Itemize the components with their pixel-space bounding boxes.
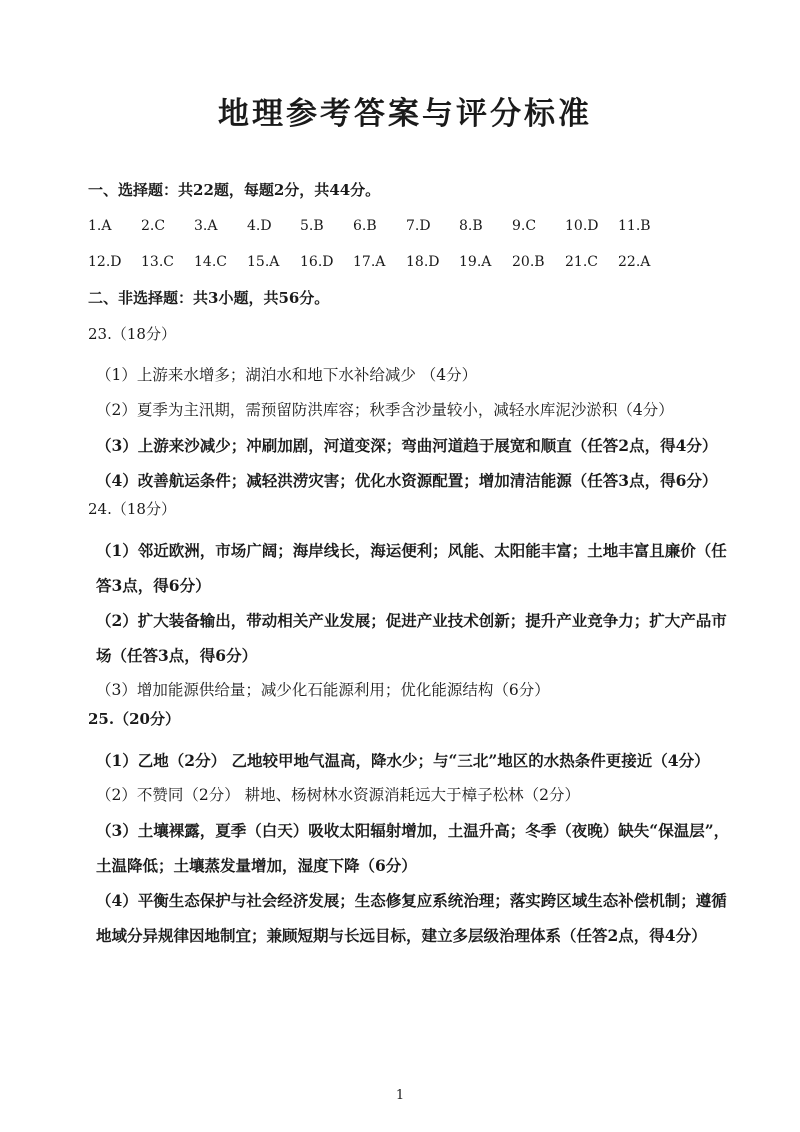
mc-answer: 1.A [88, 218, 112, 234]
mc-answer: 7.D [406, 218, 431, 234]
mc-answers-row-2 [88, 251, 740, 273]
question-24-heading: 24.（18分） [88, 500, 176, 518]
mc-answer: 4.D [247, 218, 272, 234]
mc-answer: 5.B [300, 218, 324, 234]
question-23-heading: 23.（18分） [88, 325, 176, 343]
mc-answer: 18.D [406, 254, 440, 270]
q25-answer-4: （4）平衡生态保护与社会经济发展；生态修复应系统治理；落实跨区域生态补偿机制；遵循地域分异规律因地制宜；兼顾短期与长远目标，建立多层级治理体系（任答2点，得4分） [96, 891, 727, 945]
mc-answer: 13.C [141, 254, 174, 270]
q23-answer-1: （1）上游来水增多；湖泊水和地下水补给减少 （4分） [96, 366, 478, 384]
mc-answer: 17.A [353, 254, 386, 270]
mc-answer: 6.B [353, 218, 377, 234]
section-multiple-choice-heading: 一、选择题：共22题，每题2分，共44分。 [88, 181, 381, 199]
mc-answer: 12.D [88, 254, 122, 270]
mc-answer: 9.C [512, 218, 537, 234]
q23-answer-4: （4）改善航运条件；减轻洪涝灾害；优化水资源配置；增加清洁能源（任答3点，得6分） [96, 471, 718, 490]
mc-answer: 16.D [300, 254, 334, 270]
mc-answer: 22.A [618, 254, 651, 270]
question-25-heading: 25.（20分） [88, 710, 180, 728]
q23-answer-3: （3）上游来沙减少；冲刷加剧，河道变深；弯曲河道趋于展宽和顺直（任答2点，得4分） [96, 436, 718, 455]
mc-answers-row-1 [88, 215, 740, 237]
mc-answer: 15.A [247, 254, 280, 270]
q25-answer-3: （3）土壤裸露，夏季（白天）吸收太阳辐射增加，土温升高；冬季（夜晚）缺失“保温层”，土温降低；土壤蒸发量增加，湿度下降（6分） [96, 821, 730, 875]
mc-answer: 20.B [512, 254, 545, 270]
mc-answer: 19.A [459, 254, 492, 270]
q24-answer-1: （1）邻近欧洲，市场广阔；海岸线长，海运便利；风能、太阳能丰富；土地丰富且廉价（任答3点，得6分） [96, 541, 727, 595]
page-title: 地理参考答案与评分标准 [218, 96, 592, 132]
q25-answer-1: （1）乙地（2分） 乙地较甲地气温高，降水少；与“三北”地区的水热条件更接近（4分） [96, 751, 710, 770]
mc-answer: 14.C [194, 254, 227, 270]
mc-answer: 2.C [141, 218, 166, 234]
q24-answer-3: （3）增加能源供给量；减少化石能源利用；优化能源结构（6分） [96, 681, 550, 699]
q25-answer-2: （2）不赞同（2分） 耕地、杨树林水资源消耗远大于樟子松林（2分） [96, 786, 581, 804]
mc-answer: 21.C [565, 254, 598, 270]
mc-answer: 8.B [459, 218, 483, 234]
section-free-response-heading: 二、非选择题：共3小题，共56分。 [88, 289, 330, 307]
mc-answer: 10.D [565, 218, 599, 234]
q24-answer-2: （2）扩大装备输出，带动相关产业发展；促进产业技术创新；提升产业竞争力；扩大产品市场（任答3点，得6分） [96, 611, 727, 665]
page-number: 1 [395, 1088, 405, 1103]
mc-answer: 3.A [194, 218, 218, 234]
mc-answer: 11.B [618, 218, 651, 234]
q23-answer-2: （2）夏季为主汛期，需预留防洪库容；秋季含沙量较小，减轻水库泥沙淤积（4分） [96, 401, 674, 419]
